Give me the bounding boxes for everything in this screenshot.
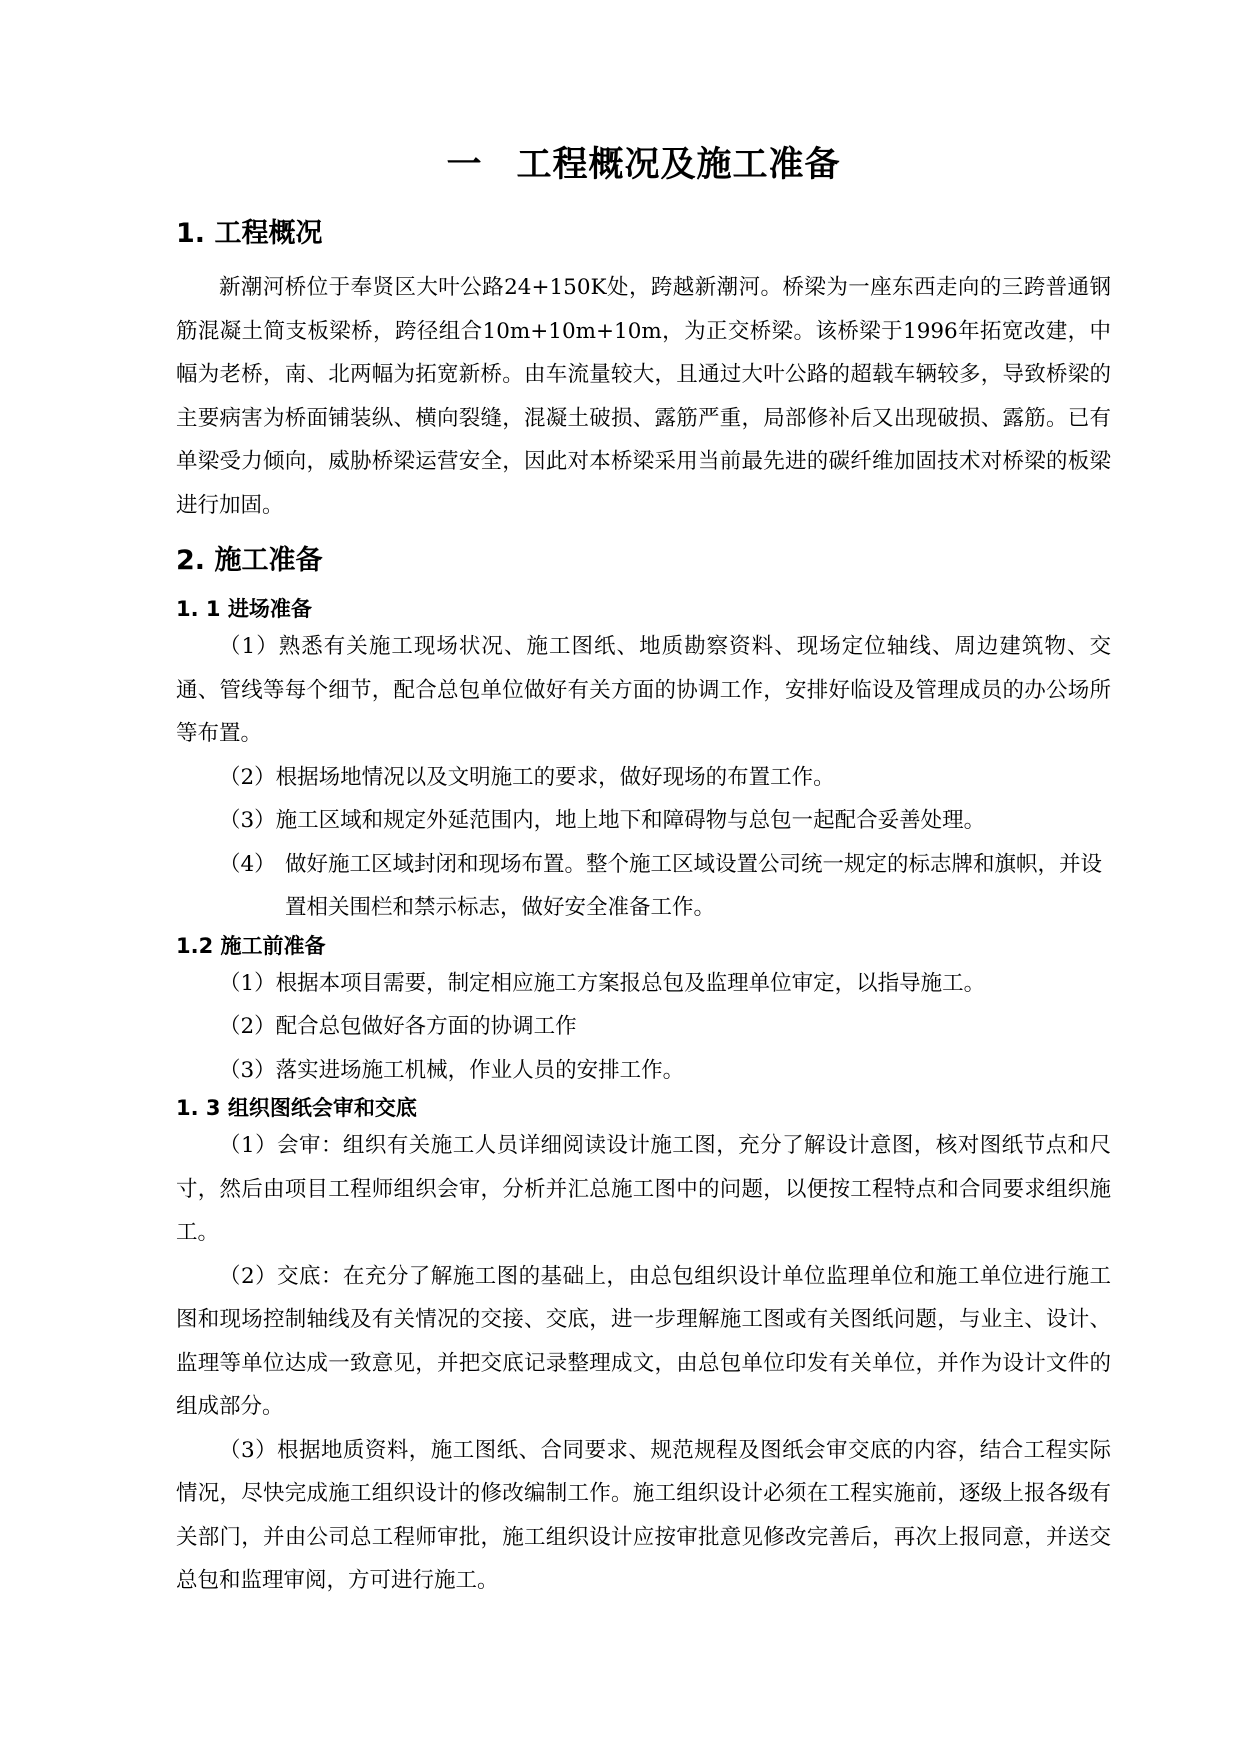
subsection-1-1-item-3: （3）施工区域和规定外延范围内，地上地下和障碍物与总包一起配合妥善处理。: [219, 808, 986, 833]
document-title: [176, 140, 1111, 190]
subsection-1-1-item-1: （1）熟悉有关施工现场状况、施工图纸、地质勘察资料、现场定位轴线、周边建筑物、交通、管线等每个细节，配合总包单位做好有关方面的协调工作，安排好临设及管理成员的办公场所等布置。: [176, 634, 1111, 746]
item-4-text: 做好施工区域封闭和现场布置。整个施工区域设置公司统一规定的标志牌和旗帜，并设置相关围栏和禁示标志，做好安全准备工作。: [285, 851, 1103, 920]
subsection-1-3-item-2: （2）交底：在充分了解施工图的基础上，由总包组织设计单位监理单位和施工单位进行施工图和现场控制轴线及有关情况的交接、交底，进一步理解施工图或有关图纸问题，与业主、设计、监理等单位达成一致意见，并把交底记录整理成文，由总包单位印发有关单位，并作为设计文件的组成部分。: [176, 1263, 1111, 1419]
subsection-1-3-heading: 1. 3 组织图纸会审和交底: [176, 1096, 417, 1120]
subsection-1-2-heading: 1.2 施工前准备: [176, 933, 326, 958]
subsection-1-3-item-3: （3）根据地质资料，施工图纸、合同要求、规范规程及图纸会审交底的内容，结合工程实际情况，尽快完成施工组织设计的修改编制工作。施工组织设计必须在工程实施前，逐级上报各级有关部门，并由公司总工程师审批，施工组织设计应按审批意见修改完善后，再次上报同意，并送交总包和监理审阅，方可进行施工。: [176, 1437, 1111, 1593]
title-number: 一: [446, 144, 483, 185]
subsection-1-1-heading: 1. 1 进场准备: [176, 597, 312, 621]
subsection-1-2-item-2: （2）配合总包做好各方面的协调工作: [219, 1014, 577, 1039]
section-1-paragraph: 新潮河桥位于奉贤区大叶公路24+150K处，跨越新潮河。桥梁为一座东西走向的三跨普通钢筋混凝土简支板梁桥，跨径组合10m+10m+10m，为正交桥梁。该桥梁于1996年拓宽改建，中幅为老桥，南、北两幅为拓宽新桥。由车流量较大，且通过大叶公路的超载车辆较多，导致桥梁的主要病害为桥面铺装纵、横向裂缝，混凝土破损、露筋严重，局部修补后又出现破损、露筋。已有单梁受力倾向，威胁桥梁运营安全，因此对本桥梁采用当前最先进的碳纤维加固技术对桥梁的板梁进行加固。: [176, 275, 1111, 518]
section-1-heading: 1. 工程概况: [176, 218, 323, 249]
subsection-1-1-item-2: （2）根据场地情况以及文明施工的要求，做好现场的布置工作。: [219, 764, 835, 790]
subsection-1-1-item-4: [176, 843, 1111, 930]
section-2-heading: 2. 施工准备: [176, 545, 323, 576]
subsection-1-2-item-1: （1）根据本项目需要，制定相应施工方案报总包及监理单位审定，以指导施工。: [219, 970, 986, 996]
title-text: 工程概况及施工准备: [516, 144, 841, 185]
item-4-marker: （4）: [219, 851, 276, 877]
subsection-1-3-item-1: （1）会审：组织有关施工人员详细阅读设计施工图，充分了解设计意图，核对图纸节点和尺寸，然后由项目工程师组织会审，分析并汇总施工图中的问题，以便按工程特点和合同要求组织施工。: [176, 1133, 1111, 1245]
subsection-1-2-item-3: （3）落实进场施工机械，作业人员的安排工作。: [219, 1057, 685, 1083]
